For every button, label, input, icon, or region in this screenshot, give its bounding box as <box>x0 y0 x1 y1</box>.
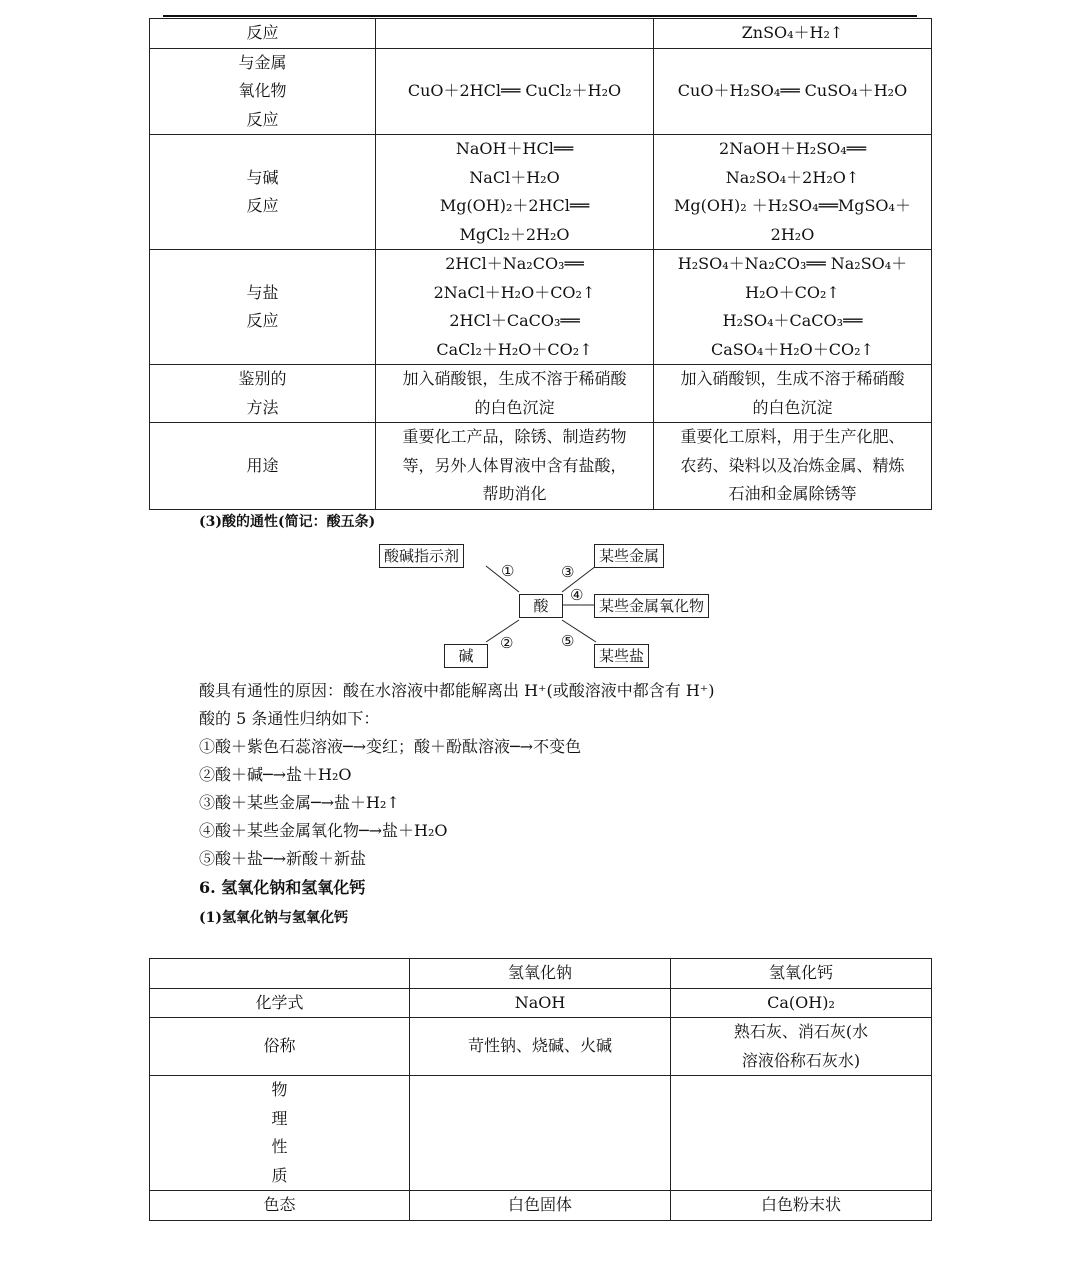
hcl-cell <box>376 250 654 365</box>
reason-text: 酸具有通性的原因：酸在水溶液中都能解离出 H⁺(或酸溶液中都含有 H⁺) <box>199 681 715 700</box>
row-label-cell <box>150 48 376 135</box>
cell-line: 溶液俗称石灰水) <box>741 1050 861 1070</box>
table-row <box>150 1076 932 1191</box>
marker-5: ⑤ <box>561 632 575 650</box>
acids-comparison-table <box>149 18 932 510</box>
cell-line: Mg(OH)₂ ＋H₂SO₄══MgSO₄＋ <box>674 196 911 215</box>
indicator-box: 酸碱指示剂 <box>379 544 464 568</box>
marker-3: ③ <box>561 563 575 581</box>
salt-box: 某些盐 <box>594 644 649 668</box>
color-state-naoh-cell: 白色固体 <box>410 1191 671 1221</box>
cell-line: CuO＋H₂SO₄══ CuSO₄＋H₂O <box>677 81 908 100</box>
cell-line: 2HCl＋CaCO₃══ <box>449 311 580 330</box>
cell-line: 反应 <box>246 311 279 330</box>
bases-comparison-table <box>149 958 932 1221</box>
h2so4-cell <box>654 423 932 510</box>
row-label-cell <box>150 19 376 49</box>
cell-line: 与碱 <box>246 167 279 187</box>
cell-line: 2HCl＋Na₂CO₃══ <box>445 254 584 273</box>
cell-line: H₂O＋CO₂↑ <box>745 282 840 302</box>
header-caoh2-cell: 氢氧化钙 <box>671 959 932 989</box>
common-name-caoh2-cell <box>671 1018 932 1076</box>
marker-2: ② <box>500 634 514 652</box>
row-label-cell <box>150 250 376 365</box>
cell-line: 理 <box>271 1108 288 1128</box>
physical-label-cell <box>150 1076 410 1191</box>
summary-intro: 酸的 5 条通性归纳如下： <box>199 709 380 728</box>
table-row <box>150 1191 932 1221</box>
cell-line: 加入硝酸银，生成不溶于稀硝酸 <box>402 369 627 388</box>
metal-oxide-box: 某些金属氧化物 <box>594 594 709 618</box>
row-label-cell <box>150 365 376 423</box>
formula-naoh-cell: NaOH <box>410 988 671 1018</box>
hcl-cell <box>376 365 654 423</box>
table-row <box>150 19 932 49</box>
marker-1: ① <box>501 562 515 580</box>
cell-line: H₂SO₄＋CaCO₃══ <box>722 311 863 330</box>
h2so4-cell <box>654 135 932 250</box>
table-row <box>150 365 932 423</box>
h2so4-cell <box>654 48 932 135</box>
cell-line: 帮助消化 <box>482 484 547 503</box>
row-label-cell <box>150 135 376 250</box>
table-row <box>150 48 932 135</box>
cell-line: 与金属 <box>238 52 287 72</box>
cell-line: 性 <box>271 1137 288 1156</box>
table-row <box>150 1018 932 1076</box>
section6-subheading: (1)氢氧化钠与氢氧化钙 <box>199 910 348 926</box>
table-row <box>150 423 932 510</box>
common-name-naoh-cell: 苛性钠、烧碱、火碱 <box>410 1018 671 1076</box>
base-box: 碱 <box>444 644 488 668</box>
cell-line: CaSO₄＋H₂O＋CO₂↑ <box>711 339 874 359</box>
cell-line: 反应 <box>246 109 279 129</box>
top-rule <box>163 15 917 17</box>
h2so4-cell <box>654 250 932 365</box>
header-naoh-cell: 氢氧化钠 <box>410 959 671 989</box>
hcl-cell <box>376 135 654 250</box>
physical-naoh-cell <box>410 1076 671 1191</box>
hcl-cell <box>376 19 654 49</box>
cell-line: 与盐 <box>246 282 279 302</box>
property-4: ④酸＋某些金属氧化物─→盐＋H₂O <box>199 821 448 840</box>
table-row <box>150 250 932 365</box>
color-state-caoh2-cell: 白色粉末状 <box>671 1191 932 1221</box>
property-3: ③酸＋某些金属─→盐＋H₂↑ <box>199 793 400 812</box>
cell-line: 氧化物 <box>238 81 287 100</box>
cell-line: Na₂SO₄＋2H₂O↑ <box>725 167 860 187</box>
cell-line: Mg(OH)₂＋2HCl══ <box>439 196 590 215</box>
cell-line: 重要化工产品，除锈、制造药物 <box>402 427 627 446</box>
cell-line: MgCl₂＋2H₂O <box>459 224 570 244</box>
cell-line: 方法 <box>246 397 279 417</box>
table-row <box>150 135 932 250</box>
hcl-cell <box>376 423 654 510</box>
cell-line: 鉴别的 <box>238 369 287 388</box>
metal-box: 某些金属 <box>594 544 664 568</box>
color-state-label-cell: 色态 <box>150 1191 410 1221</box>
common-name-label-cell: 俗称 <box>150 1018 410 1076</box>
cell-line: 的白色沉淀 <box>752 397 833 417</box>
acid-center-box: 酸 <box>519 594 563 618</box>
cell-line: NaOH＋HCl══ <box>455 139 574 158</box>
row-label-cell <box>150 423 376 510</box>
section3-heading: (3)酸的通性(简记：酸五条) <box>199 514 376 530</box>
h2so4-cell <box>654 19 932 49</box>
cell-line: 反应 <box>246 196 279 215</box>
cell-line: 2NaCl＋H₂O＋CO₂↑ <box>433 282 596 302</box>
cell-line: ZnSO₄＋H₂↑ <box>741 23 844 42</box>
cell-line: 重要化工原料，用于生产化肥、 <box>680 427 905 446</box>
property-5: ⑤酸＋盐─→新酸＋新盐 <box>199 849 367 868</box>
header-blank-cell <box>150 959 410 989</box>
cell-line: 2NaOH＋H₂SO₄══ <box>719 139 866 158</box>
property-1: ①酸＋紫色石蕊溶液─→变红；酸＋酚酞溶液─→不变色 <box>199 737 582 756</box>
cell-line: 用途 <box>246 455 279 475</box>
cell-line: 物 <box>271 1080 288 1099</box>
physical-caoh2-cell <box>671 1076 932 1191</box>
cell-line: 反应 <box>246 23 279 42</box>
formula-caoh2-cell: Ca(OH)₂ <box>671 988 932 1018</box>
cell-line: 等，另外人体胃液中含有盐酸， <box>402 455 627 475</box>
cell-line: 的白色沉淀 <box>474 397 555 417</box>
cell-line: 2H₂O <box>770 224 815 244</box>
cell-line: H₂SO₄＋Na₂CO₃══ Na₂SO₄＋ <box>677 254 908 273</box>
hcl-cell <box>376 48 654 135</box>
cell-line: 质 <box>271 1165 288 1185</box>
table-row <box>150 959 932 989</box>
cell-line: CaCl₂＋H₂O＋CO₂↑ <box>436 339 593 359</box>
cell-line: 石油和金属除锈等 <box>728 484 857 503</box>
cell-line: 熟石灰、消石灰(水 <box>733 1022 869 1041</box>
property-2: ②酸＋碱─→盐＋H₂O <box>199 765 352 784</box>
cell-line: NaCl＋H₂O <box>469 167 560 187</box>
h2so4-cell <box>654 365 932 423</box>
section6-heading: 6. 氢氧化钠和氢氧化钙 <box>199 878 366 897</box>
cell-line: CuO＋2HCl══ CuCl₂＋H₂O <box>407 81 622 100</box>
cell-line: 加入硝酸钡，生成不溶于稀硝酸 <box>680 369 905 388</box>
cell-line: 农药、染料以及冶炼金属、精炼 <box>680 455 905 475</box>
formula-label-cell: 化学式 <box>150 988 410 1018</box>
acid-properties-diagram <box>376 540 740 672</box>
table-row <box>150 988 932 1018</box>
marker-4: ④ <box>570 586 584 604</box>
